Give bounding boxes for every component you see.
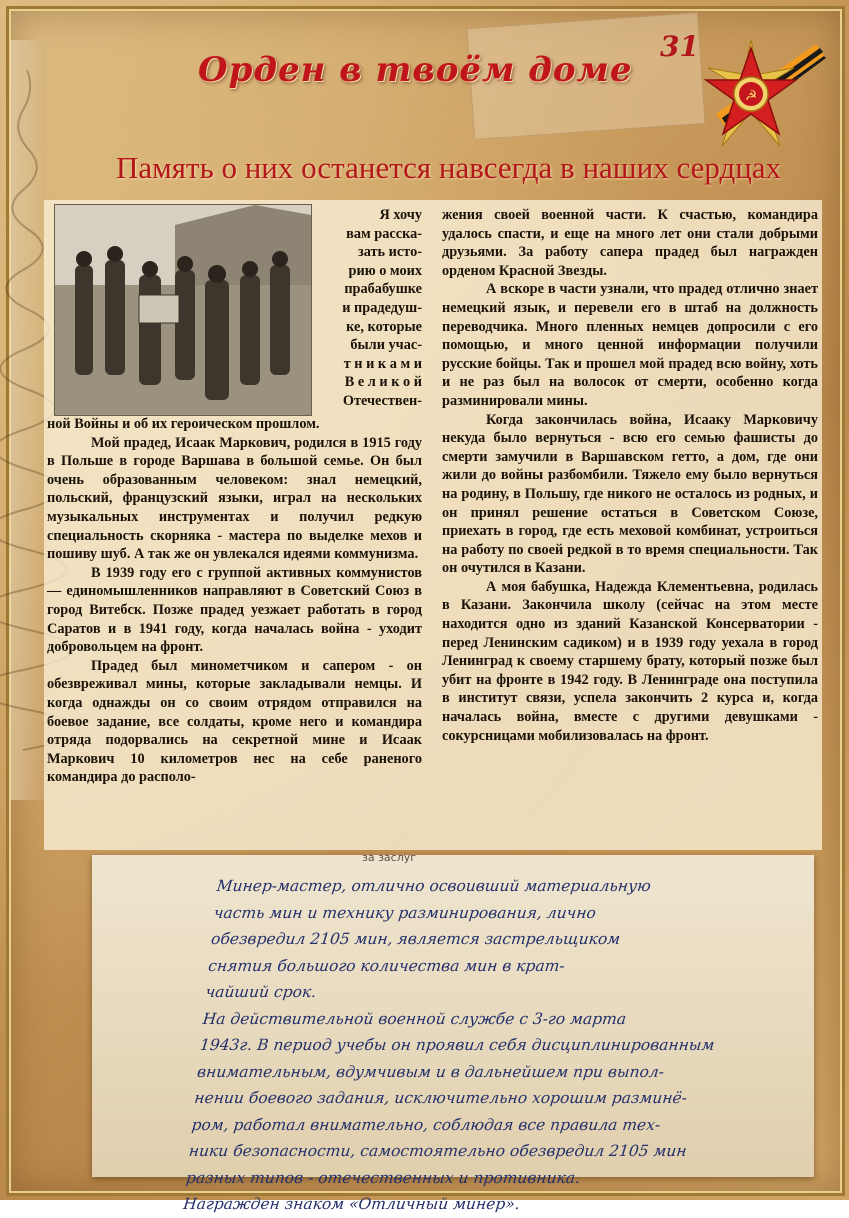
handwritten-line: ром, работал внимательно, соблюдая все правила тех- — [190, 1115, 662, 1134]
intro-line: были учас- — [350, 337, 422, 354]
left-text-column — [47, 415, 422, 787]
order-of-patriotic-war-icon — [676, 34, 826, 158]
document-header: за заслуг — [362, 851, 417, 864]
intro-line: и прадедуш- — [342, 299, 422, 316]
handwritten-line: чайший срок. — [204, 983, 318, 1001]
article-headline: Память о них останется навсегда в наших сердцах — [116, 150, 782, 185]
paragraph: В 1939 году его с группой активных коммунистов — единомышленников направляют в Советский Союз в город Витебск. Позже прадед уезжает работать в город Саратов и в 1941 году, когда началась война - уходит добровольцем на фронт. — [47, 564, 422, 656]
intro-line: Отечествен- — [342, 392, 422, 409]
intro-line: Я хочу — [379, 207, 422, 223]
handwritten-line: внимательным, вдумчивым и в дальнейшем при выпол- — [196, 1062, 666, 1081]
intro-line: прабабушке — [344, 281, 422, 298]
handwritten-text — [182, 873, 818, 1218]
handwritten-line: разных типов - отечественных и противника. — [185, 1168, 582, 1187]
paragraph: Мой прадед, Исаак Маркович, родился в 1915 году в Польше в городе Варшава в большой семье. Он был очень образованным человеком: знал немецкий, польский, французский языки, играл на нескольких музыкальных инструментах и получил редкую специальность скорняка - мастера по выделке мехов и пошиву шуб. А так же он увлекался идеями коммунизма. — [47, 434, 422, 563]
intro-line: рию о моих — [348, 262, 422, 279]
handwritten-line: 1943г. В период учебы он проявил себя дисциплинированным — [199, 1036, 716, 1054]
handwritten-line: Награжден знаком «Отличный минер». — [182, 1195, 521, 1213]
handwritten-line: ники безопасности, самостоятельно обезвредил 2105 мин — [187, 1142, 688, 1160]
page-number: 31 — [660, 30, 699, 63]
intro-line: ке, которые — [346, 318, 422, 335]
intro-line: зать исто- — [357, 244, 422, 261]
handwritten-line: На действительной военной службе с 3-го марта — [201, 1009, 628, 1028]
paragraph: Когда закончилась война, Исааку Марковичу некуда было вернуться - всю его семью фашисты до смерти замучили в Варшавском гетто, а дом, где они жили до войны разбомбили. Тяжело ему было вернуться на родину, в Польшу, где никого не осталось из родных, и он принял решение остаться в Советском Союзе, приехать в город, где есть меховой комбинат, устроиться на работу по своей редкой в то время специальности. Так он очутился в Казани. — [442, 411, 818, 577]
svg-text:☭: ☭ — [744, 88, 758, 104]
war-era-band-photo — [54, 204, 312, 416]
handwritten-line: часть мин и технику разминирования, лично — [213, 903, 597, 922]
background-handwriting-decoration — [12, 60, 42, 780]
intro-text — [318, 206, 422, 411]
intro-line: т н и к а м и — [343, 355, 422, 372]
handwritten-award-document — [92, 851, 814, 1213]
paragraph: Прадед был минометчиком и сапером - он обезвреживал мины, которые закладывали немцы. И когда однажды он со своим отрядом отправился на боевое задание, все солдаты, кроме него и командира отряда подорвались на секретной мине и Исаак Маркович 10 километров нес на себе раненого командира до располо- — [47, 657, 422, 786]
intro-line: В е л и к о й — [344, 374, 422, 391]
handwritten-line: Минер-мастер, отлично освоивший материальную — [215, 877, 652, 895]
paragraph: ной Войны и об их героическом прошлом. — [47, 416, 320, 432]
handwritten-line: снятия большого количества мин в крат- — [207, 956, 566, 975]
handwritten-line: нении боевого задания, исключительно хорошим разминё- — [193, 1089, 688, 1107]
right-text-column — [442, 206, 818, 745]
intro-line: вам расска- — [346, 225, 422, 242]
handwritten-line: обезвредил 2105 мин, является застрельщиком — [210, 930, 622, 948]
paragraph: А вскоре в части узнали, что прадед отлично знает немецкий язык, и перевели его в штаб на должность переводчика. Много пленных немцев допросили с его помощью, и много ценной информации получили русские бойцы. Так и прошел мой прадед всю войну, хоть и не раз был на волосок от смерти, особенно когда разминировали мины. — [442, 281, 818, 409]
paragraph: жения своей военной части. К счастью, командира удалось спасти, и еще на много лет они стали добрыми друзьями. За работу сапера прадед был награжден орденом Красной Звезды. — [442, 207, 818, 279]
photo-soldiers-band-illustration — [55, 205, 311, 415]
page-title: Орден в твоём доме — [198, 50, 633, 90]
paragraph: А моя бабушка, Надежда Клементьевна, родилась в Казани. Закончила школу (сейчас на этом месте находится одно из зданий Казанской Консерватории - перед Ленинским садиком) и в 1939 году уехала в город Ленинград к своему старшему брату, который позже был убит на фронте в 1942 году. В Ленинграде она поступила в институт связи, успела закончить 2 курса и, когда началась война, вместе с другими девушками - сокурсницами мобилизовалась на фронт. — [442, 578, 818, 744]
